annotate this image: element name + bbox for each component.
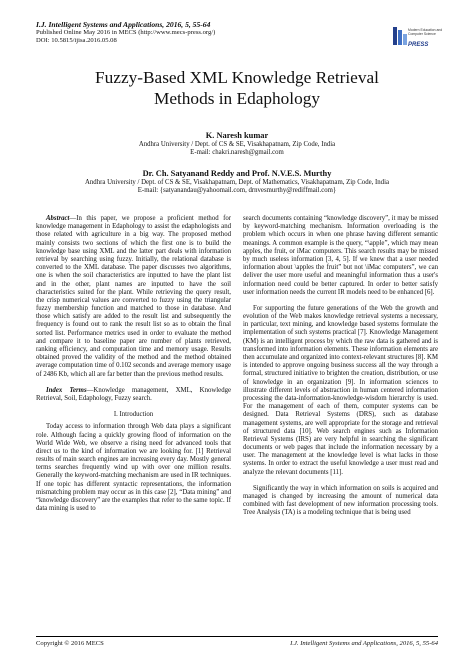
mecs-press-logo [393, 24, 445, 54]
author-name: K. Naresh kumar [205, 131, 269, 140]
copyright: Copyright © 2016 MECS [36, 640, 104, 647]
author-affiliation: Andhra University / Dept. of CS & SE, Visakhapatnam, Zip Code, India [138, 141, 336, 148]
author-affiliation: Andhra University / Dept. of CS & SE, Visakhapatnam, Dept. of Mathematics, Visakhapatnam, Zip Code, India [85, 179, 389, 186]
abstract [36, 215, 231, 379]
author-email: E-mail: {satyanandau@yahoomail.com, drnvesmurthy@rediffmail.com} [137, 187, 337, 195]
author-email: E-mail: chakri.naresh@gmail.com [190, 149, 284, 157]
author-block-2 [36, 169, 438, 196]
page-footer [36, 636, 438, 651]
journal-name: I.J. Intelligent Systems and Applications, 2016, 5, 55-64 [36, 20, 211, 29]
title-line-1: Fuzzy-Based XML Knowledge Retrieval [95, 68, 379, 87]
doi-line: DOI: 10.5815/ijisa.2016.05.08 [36, 37, 117, 45]
abstract-label: Abstract [46, 215, 70, 222]
index-terms-label: Index Terms [46, 386, 87, 394]
index-terms [36, 387, 231, 403]
index-terms-text: —Knowledge management, XML, Knowledge Retrieval, Soil, Edaphology, Fuzzy search. [36, 386, 232, 402]
body-paragraph: search documents containing “knowledge discovery”, it may be missed by keyword-matching mechanism. Information overloading is the problem which occurs in when one phrase having different semantic meanings. A common example is the query, “\apple”, which may mean apples, the fruit, or iMac computers. This search results may be missed by much useless information [3, 4, 5]. If we knew that a user needed information about \apples the fruit” but not \iMac computers”, we can deliver the user more useful and meaningful information thus a user's information need could be better captured. In order to better satisfy user information needs the current IR models need to be enhanced [6]. [243, 215, 438, 296]
section-heading: I. Introduction [113, 411, 154, 419]
title-line-2: Methods in Edaphology [153, 88, 321, 108]
right-column [243, 215, 438, 518]
intro-paragraph: Today access to information through Web data plays a significant role. Although facing a quickly growing flood of information on the World Wide Web, we observe a rising need for advanced tools that direct us to the kind of information we are looking for. [1] Retrieval results of main search engines are increasing every day. Mostly general terms searches frequently wind up with over one million results. Generally the keyword-matching mechanism are used in IR techniques. If one topic has different syntactic representations, the information mismatching problem may occur as in this case [2], “Data mining” and “knowledge discovery” are the examples that refer to the same topic. If data mining is used to [36, 423, 231, 513]
logo-mark-icon [393, 26, 407, 46]
footer-journal: I.J. Intelligent Systems and Applications, 2016, 5, 55-64 [290, 640, 438, 647]
left-column [36, 215, 231, 513]
logo-text: Modern Education and Computer Science [408, 28, 443, 37]
author-name: Dr. Ch. Satyanand Reddy and Prof. N.V.E.S. Murthy [142, 169, 332, 178]
logo-press: PRESS [408, 42, 429, 48]
published-line: Published Online May 2016 in MECS (http://www.mecs-press.org/) [36, 29, 216, 36]
body-paragraph: Significantly the way in which information on soils is acquired and managed is changed by increasing the amount of numerical data combined with fast development of new information processing tools. Tree Analysis (TA) is a modeling technique that is being used [243, 484, 438, 517]
abstract-text: —In this paper, we propose a proficient method for knowledge management in Edaphology to assist the edaphologists and those related with agriculture in a big way. The proposed method mainly consists two sections of which the first one is to build the knowledge base using XML and the latter part deals with information retrieval by searching using fuzzy. Initially, the relational database is converted to the XML database. The paper discusses two algorithms, one is when the soil characteristics are inputted to have the plant list and in the other, plant names are inputted to have the soil characteristics suited for the plant. While retrieving the query result, the crisp numerical values are converted to fuzzy using the triangular fuzzy membership function and matched to those in database. And those which satisfy are added to the result list and subsequently the frequency is found out to rank the result list so as to obtain the final sorted list. Performance metrics used in order to evaluate the method and compare it to baseline paper are number of plants retrieved, ranking efficiency, and computation time and memory usage. Results obtained proved the validity of the method and the method obtained average computation time of 0.102 seconds and average memory usage of 2486 Kb, which all are far better than the previous method results. [36, 215, 231, 378]
body-paragraph: For supporting the future generations of the Web the growth and evolution of the Web makes knowledge retrieval systems a necessary, in particular, text mining, and knowledge based systems formulate the implementation of such systems practical [7]. Knowledge Management (KM) is an intelligent process by which the raw data is gathered and is transformed into information elements. These information elements are then accumulate and organized into context-relevant structures [8]. KM is intended to approve ongoing business success all the way through a formal, structured initiative to brighten the creation, distribution, or use of knowledge in an organization [9]. In information sciences to illustrate different levels of abstraction in human centered information processing the data-information-knowledge-wisdom hierarchy is used. For the management of each of them, computer systems can be designed. Data Retrieval Systems (DRS), such as database management systems, are well appropriate for the storage and retrieval of structured data [10]. Web search engines such as Information Retrieval Systems (IRS) are very helpful in searching the significant documents or web pages that include the information necessary by a user. The management at the knowledge level is what lacks in those systems. In order to extract the useful knowledge a user must read and analyze the relevant documents [11]. [243, 304, 438, 476]
journal-header [36, 20, 436, 45]
paper-title [36, 68, 438, 109]
author-block-1 [36, 131, 438, 158]
